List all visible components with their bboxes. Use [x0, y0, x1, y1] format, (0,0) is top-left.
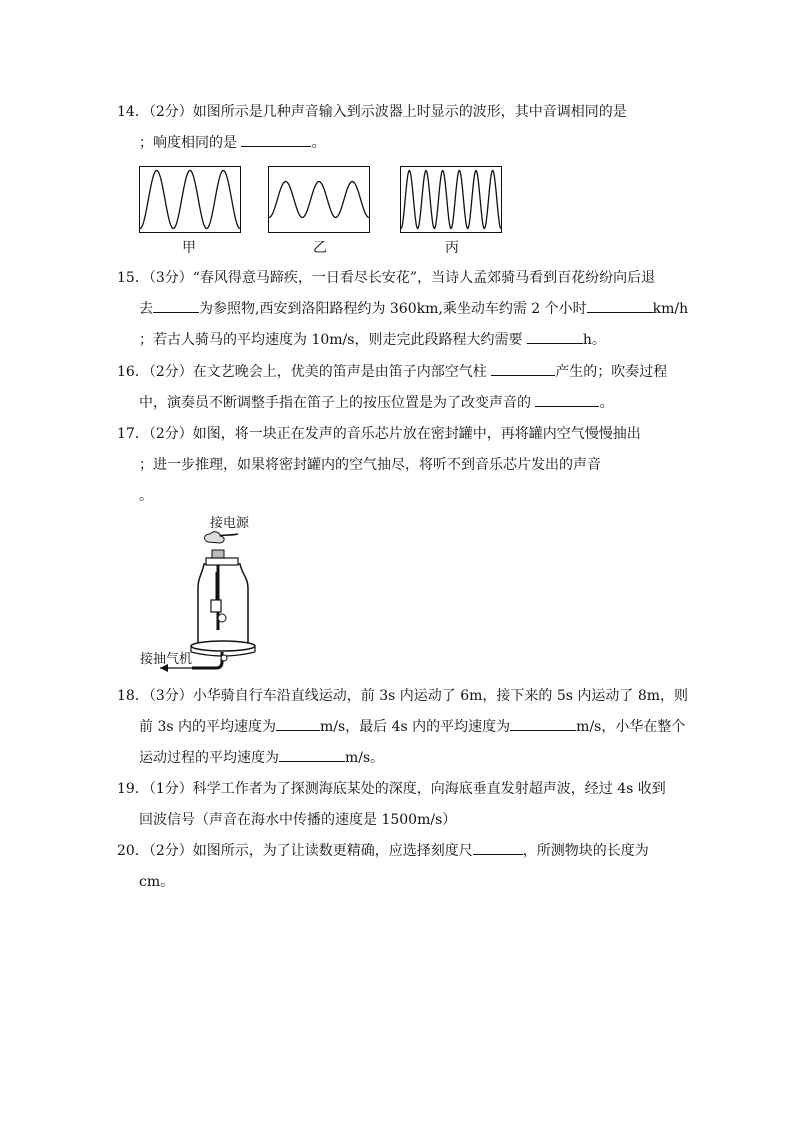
q16-number: 16． [117, 364, 149, 380]
label-vacuum-pump: 接抽气机 [140, 652, 193, 667]
q15-line-1 [117, 263, 679, 294]
q15-text-2c: km/h [652, 301, 689, 317]
q14-text-2b: 。 [311, 135, 326, 151]
q16-points: （2分） [148, 364, 193, 380]
waveform-label-yi: 乙 [313, 240, 327, 256]
q14-line-2 [139, 128, 679, 159]
q18-text-3a: 运动过程的平均速度为 [139, 750, 279, 766]
q16-text-2a: 中，演奏员不断调整手指在笛子上的按压位置是为了改变声音的 [139, 395, 531, 411]
q14-number: 14． [117, 104, 149, 120]
question-14 [117, 97, 679, 159]
q14-points: （2分） [148, 104, 193, 120]
q15-text-1: “春风得意马蹄疾，一日看尽长安花”，当诗人孟郊骑马看到百花纷纷向后退 [192, 270, 656, 286]
q14-blank-loudness[interactable] [241, 132, 311, 147]
q19-number: 19． [117, 781, 149, 797]
q16-text-1b: 产生的；吹奏过程 [555, 364, 668, 380]
q14-text-1: 如图所示是几种声音输入到示波器上时显示的波形，其中音调相同的是 [192, 104, 627, 120]
q18-text-1: 小华骑自行车沿直线运动，前 3s 内运动了 6m，接下来的 5s 内运动了 8m，则 [192, 688, 688, 704]
q18-text-2c: m/s，小华在整个 [576, 719, 686, 735]
waveform-bing [400, 166, 502, 233]
q17-line-2 [139, 450, 679, 481]
q18-line-3 [139, 743, 679, 774]
q15-blank-reference[interactable] [153, 298, 199, 313]
q15-number: 15． [117, 270, 149, 286]
question-17 [117, 419, 679, 512]
q20-text-2: cm。 [139, 874, 175, 890]
q17-text-2: ；进一步推理，如果将密封罐内的空气抽尽，将听不到音乐芯片发出的声音 [139, 457, 601, 473]
label-power-supply: 接电源 [210, 516, 250, 531]
waveform-jia [139, 166, 241, 233]
q18-blank-average-speed[interactable] [279, 747, 345, 762]
waveform-label-bing: 丙 [445, 240, 459, 256]
q15-line-2 [139, 294, 689, 325]
q18-text-2b: m/s，最后 4s 内的平均速度为 [320, 719, 511, 735]
q16-blank-vibration[interactable] [491, 361, 555, 376]
q18-text-2a: 前 3s 内的平均速度为 [139, 719, 276, 735]
waveform-label-jia: 甲 [182, 240, 196, 256]
q16-line-1 [117, 357, 679, 388]
q17-line-3 [139, 481, 679, 512]
q18-blank-last-speed[interactable] [510, 716, 576, 731]
question-19 [117, 774, 679, 836]
q20-points: （2分） [148, 843, 193, 859]
q17-text-3: 。 [139, 488, 153, 504]
q17-number: 17． [117, 426, 149, 442]
bell-jar-figure [138, 512, 268, 672]
q17-text-1: 如图，将一块正在发声的音乐芯片放在密封罐中，再将罐内空气慢慢抽出 [192, 426, 641, 442]
question-20 [117, 836, 679, 898]
q14-text-2a: ；响度相同的是 [139, 135, 237, 151]
q15-points: （3分） [148, 270, 193, 286]
q19-text-1: 科学工作者为了探测海底某处的深度，向海底垂直发射超声波，经过 4s 收到 [192, 781, 666, 797]
q18-line-1 [117, 681, 688, 712]
waveform-yi [268, 166, 370, 233]
q20-line-2 [139, 867, 679, 898]
q15-text-2b: 为参照物,西安到洛阳路程约为 360km,乘坐动车约需 2 个小时 [199, 301, 587, 317]
q18-number: 18． [117, 688, 149, 704]
q15-text-2a: 去 [139, 301, 153, 317]
q15-line-3 [139, 325, 679, 356]
question-16 [117, 357, 679, 419]
q15-text-3b: h。 [582, 332, 606, 348]
q16-line-2 [139, 388, 679, 419]
q16-blank-property[interactable] [535, 392, 599, 407]
question-18 [117, 681, 688, 774]
q19-line-2 [139, 805, 679, 836]
q20-text-1b: ，所测物块的长度为 [522, 843, 649, 859]
q14-line-1 [117, 97, 679, 128]
q18-text-3b: m/s。 [345, 750, 385, 766]
q18-blank-first-speed[interactable] [276, 716, 320, 731]
q18-line-2 [139, 712, 686, 743]
q16-text-2b: 。 [599, 395, 614, 411]
q16-text-1a: 在文艺晚会上，优美的笛声是由笛子内部空气柱 [192, 364, 487, 380]
q19-line-1 [117, 774, 679, 805]
q20-number: 20． [117, 843, 149, 859]
question-15 [117, 263, 689, 356]
q19-points: （1分） [148, 781, 193, 797]
q17-line-1 [117, 419, 679, 450]
q20-blank-ruler[interactable] [473, 840, 523, 855]
q20-text-1a: 如图所示，为了让读数更精确，应选择刻度尺 [192, 843, 473, 859]
q20-line-1 [117, 836, 679, 867]
q15-blank-time[interactable] [527, 329, 583, 344]
q19-text-2: 回波信号（声音在海水中传播的速度是 1500m/s） [139, 812, 457, 828]
q17-points: （2分） [148, 426, 193, 442]
q18-points: （3分） [148, 688, 193, 704]
q15-blank-speed[interactable] [587, 298, 653, 313]
q15-text-3a: ；若古人骑马的平均速度为 10m/s，则走完此段路程大约需要 [139, 332, 523, 348]
